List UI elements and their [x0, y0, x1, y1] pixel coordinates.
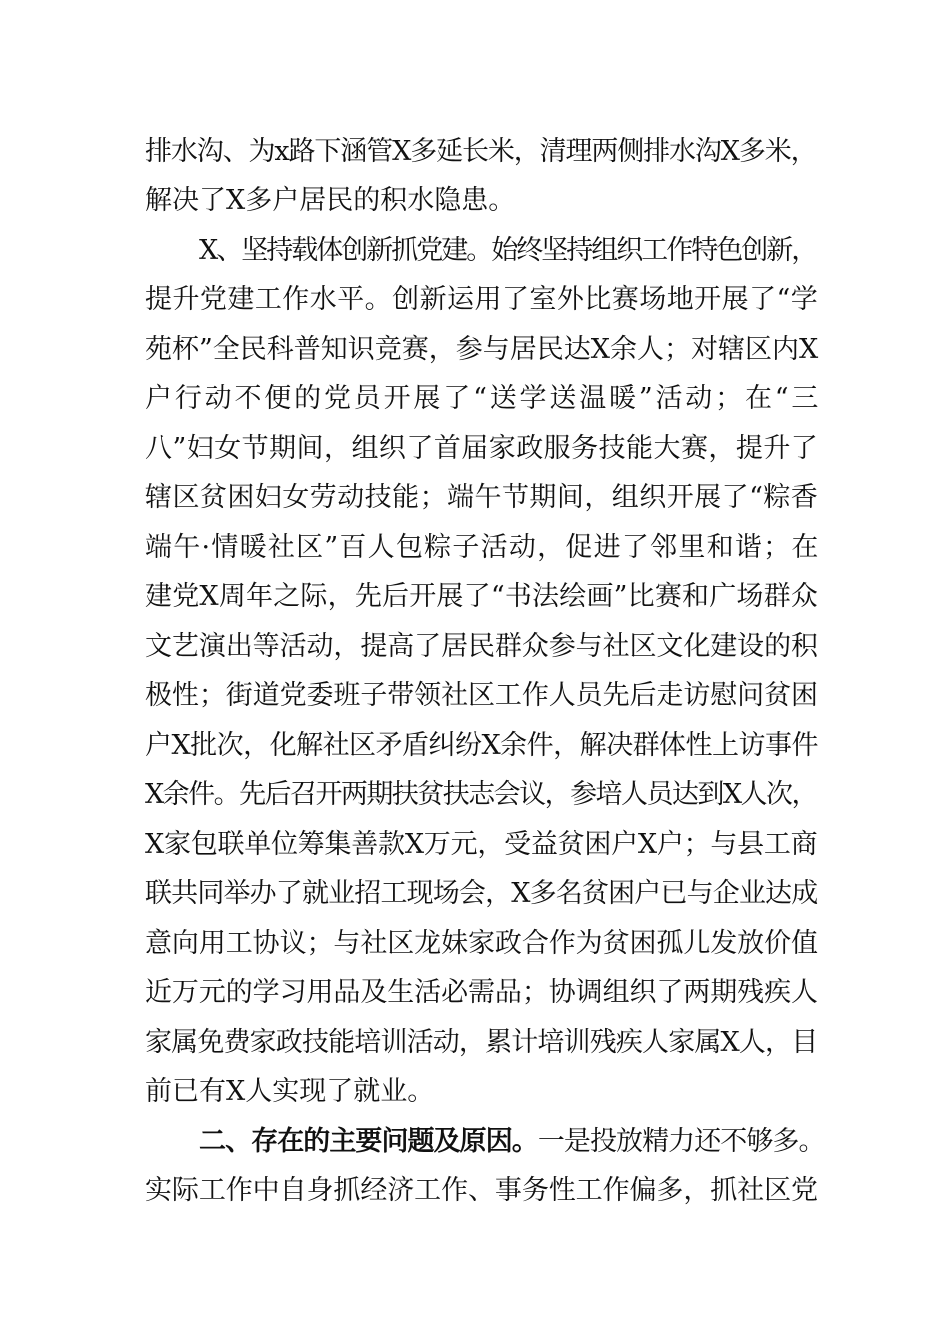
paragraph-line: 家属免费家政技能培训活动，累计培训残疾人家属X人，目: [145, 1027, 818, 1058]
paragraph-line: X家包联单位筹集善款X万元，受益贫困户X户；与县工商: [145, 829, 818, 860]
paragraph-line: 提升党建工作水平。创新运用了室外比赛场地开展了“学: [145, 284, 819, 315]
paragraph-line: 八”妇女节期间，组织了首届家政服务技能大赛，提升了: [145, 433, 819, 464]
paragraph-line: X余件。先后召开两期扶贫扶志会议，参培人员达到X人次，: [145, 779, 817, 810]
section-heading-line: [199, 1125, 825, 1159]
paragraph-line: 建党X周年之际，先后开展了“书法绘画”比赛和广场群众: [145, 581, 819, 612]
paragraph-line: 端午·情暖社区”百人包粽子活动，促进了邻里和谐；在: [145, 532, 820, 563]
section-heading-rest: 一是投放精力还不够多。: [537, 1126, 825, 1157]
paragraph-line: 实际工作中自身抓经济工作、事务性工作偏多，抓社区党: [145, 1175, 818, 1206]
paragraph-line: 辖区贫困妇女劳动技能；端午节期间，组织开展了“粽香: [145, 482, 819, 513]
paragraph-line: 解决了X多户居民的积水隐患。: [145, 185, 516, 216]
paragraph-line: 户X批次，化解社区矛盾纠纷X余件，解决群体性上访事件: [145, 730, 818, 761]
paragraph-line: 近万元的学习用品及生活必需品；协调组织了两期残疾人: [145, 977, 818, 1008]
paragraph-line: 意向用工协议；与社区龙妹家政合作为贫困孤儿发放价值: [145, 928, 818, 959]
paragraph-line: 苑杯”全民科普知识竞赛，参与居民达X余人；对辖区内X: [145, 334, 819, 365]
paragraph-line: 联共同举办了就业招工现场会，X多名贫困户已与企业达成: [145, 878, 818, 909]
paragraph-line: 极性；街道党委班子带领社区工作人员先后走访慰问贫困: [145, 680, 818, 711]
paragraph-line: 排水沟、为x路下涵管X多延长米，清理两侧排水沟X多米，: [145, 136, 817, 167]
paragraph-line: 户行动不便的党员开展了“送学送温暖”活动；在“三: [145, 383, 822, 414]
section-heading: 二、存在的主要问题及原因。: [199, 1126, 538, 1157]
paragraph-line: X、坚持载体创新抓党建。始终坚持组织工作特色创新，: [199, 235, 817, 266]
paragraph-line: 文艺演出等活动，提高了居民群众参与社区文化建设的积: [145, 631, 818, 662]
paragraph-line: 前已有X人实现了就业。: [145, 1076, 435, 1107]
